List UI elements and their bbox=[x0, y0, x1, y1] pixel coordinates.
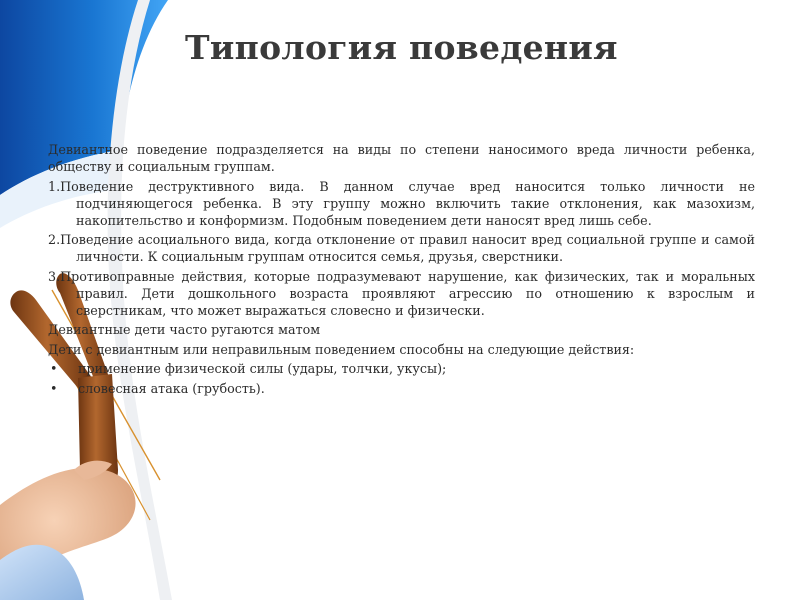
list-item-asocial: 2.Поведение асоциального вида, когда отклонение от правил наносит вред социальной группе и самой личности. К социальным группам относится семья, друзья, сверстники. bbox=[48, 232, 755, 264]
text-line-actions: Дети с девиантным или неправильным поведением способны на следующие действия: bbox=[48, 341, 635, 357]
list-item-unlawful: 3.Противоправные действия, которые подразумевают нарушение, как физических, так и моральных правил. Дети дошкольного возраста проявляют агрессию по отношению к взрослым и сверстникам, что может выражаться словесно и физически. bbox=[48, 268, 755, 318]
text-line-swearing: Девиантные дети часто ругаются матом bbox=[48, 322, 321, 337]
hand-image bbox=[0, 461, 136, 600]
bullet-item bbox=[48, 360, 755, 377]
slide-content bbox=[48, 141, 755, 399]
bullet-item bbox=[48, 380, 755, 397]
bullet-icon: • bbox=[50, 380, 58, 396]
list-item-destructive: 1.Поведение деструктивного вида. В данном случае вред наносится только личности не подчиняющегося ребенка. В эту группу можно включить такие отклонения, как мазохизм, накопительство и конформизм. Подобным поведением дети наносят вред лишь себе. bbox=[48, 178, 755, 228]
intro-paragraph: Девиантное поведение подразделяется на виды по степени наносимого вреда личности ребенка, обществу и социальным группам. bbox=[48, 142, 755, 174]
page-title: Типология поведения bbox=[185, 28, 618, 67]
bullet-text: применение физической силы (удары, толчки, укусы); bbox=[78, 361, 447, 376]
bullet-text: словесная атака (грубость). bbox=[78, 380, 265, 396]
bullet-icon: • bbox=[50, 361, 58, 376]
